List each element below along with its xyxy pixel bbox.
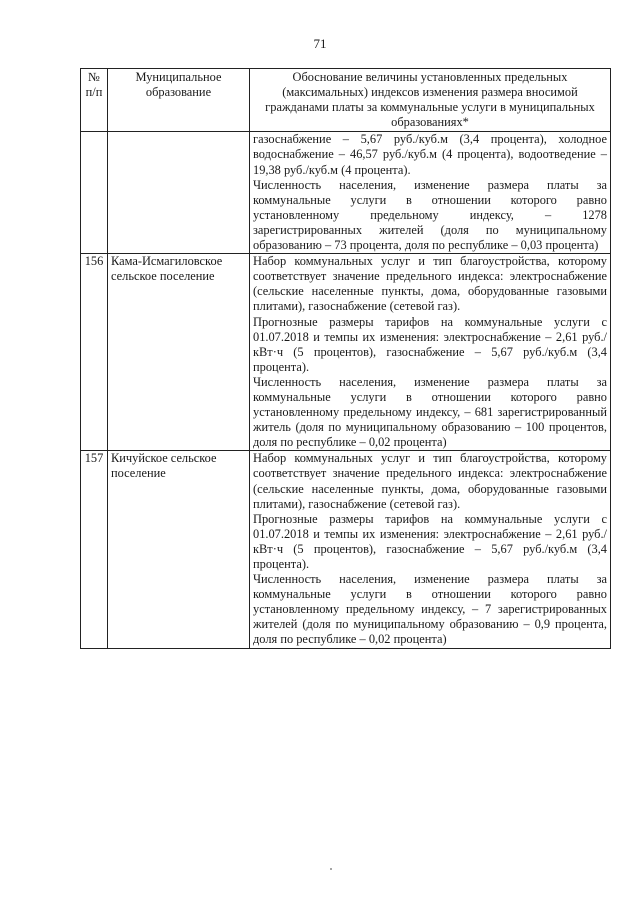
header-justification: Обоснование величины установленных предельных (максимальных) индексов изменения размера вносимой гражданами платы за коммунальные услуги в муниципальных образованиях* bbox=[250, 69, 611, 132]
row-municipality bbox=[108, 132, 250, 254]
paragraph: Прогнозные размеры тарифов на коммунальные услуги с 01.07.2018 и темпы их изменения: электроснабжение – 2,61 руб./кВт·ч (5 процентов), газоснабжение – 5,67 руб./куб.м (3,4 процента). bbox=[253, 314, 607, 374]
paragraph: Численность населения, изменение размера платы за коммунальные услуги в отношении которого равно установленному предельному индексу, – 681 зарегистрированный житель (доля по муниципальному образованию – 100 процентов, доля по республике – 0,02 процента) bbox=[253, 374, 607, 450]
paragraph: газоснабжение – 5,67 руб./куб.м (3,4 процента), холодное водоснабжение – 46,57 руб./куб.м (4 процента), водоотведение – 19,38 руб./куб.м (4 процента). bbox=[253, 132, 607, 177]
tariff-index-table bbox=[80, 68, 611, 649]
table-row bbox=[81, 451, 611, 648]
paragraph: Набор коммунальных услуг и тип благоустройства, которому соответствует значение предельного индекса: электроснабжение (сельские населенные пункты, дома, оборудованные газовыми плитами), газоснабжение (сетевой газ). bbox=[253, 451, 607, 511]
paragraph: Набор коммунальных услуг и тип благоустройства, которому соответствует значение предельного индекса: электроснабжение (сельские населенные пункты, дома, оборудованные газовыми плитами), газоснабжение (сетевой газ). bbox=[253, 254, 607, 314]
header-municipality: Муниципальное образование bbox=[108, 69, 250, 132]
table-row bbox=[81, 254, 611, 451]
row-justification bbox=[250, 451, 611, 648]
table-header-row bbox=[81, 69, 611, 132]
row-num: 157 bbox=[81, 451, 108, 648]
page-number: 71 bbox=[313, 36, 327, 51]
row-municipality: Кичуйское сельское поселение bbox=[108, 451, 250, 648]
scan-speck bbox=[330, 868, 332, 870]
row-justification bbox=[250, 254, 611, 451]
row-num: 156 bbox=[81, 254, 108, 451]
paragraph: Численность населения, изменение размера платы за коммунальные услуги в отношении которого равно установленному предельному индексу, – 7 зарегистрированных жителей (доля по муниципальному образованию – 0,9 процента, доля по республике – 0,02 процента) bbox=[253, 572, 607, 647]
row-municipality: Кама-Исмагиловское сельское поселение bbox=[108, 254, 250, 451]
row-justification bbox=[250, 132, 611, 254]
paragraph: Численность населения, изменение размера платы за коммунальные услуги в отношении которого равно установленному предельному индексу, – 1278 зарегистрированных жителей (доля по муниципальному образованию – 73 процента, доля по республике – 0,03 процента) bbox=[253, 177, 607, 253]
table-row bbox=[81, 132, 611, 254]
header-num: № п/п bbox=[81, 69, 108, 132]
row-num bbox=[81, 132, 108, 254]
paragraph: Прогнозные размеры тарифов на коммунальные услуги с 01.07.2018 и темпы их изменения: электроснабжение – 2,61 руб./кВт·ч (5 процентов), газоснабжение – 5,67 руб./куб.м (3,4 процента). bbox=[253, 511, 607, 571]
